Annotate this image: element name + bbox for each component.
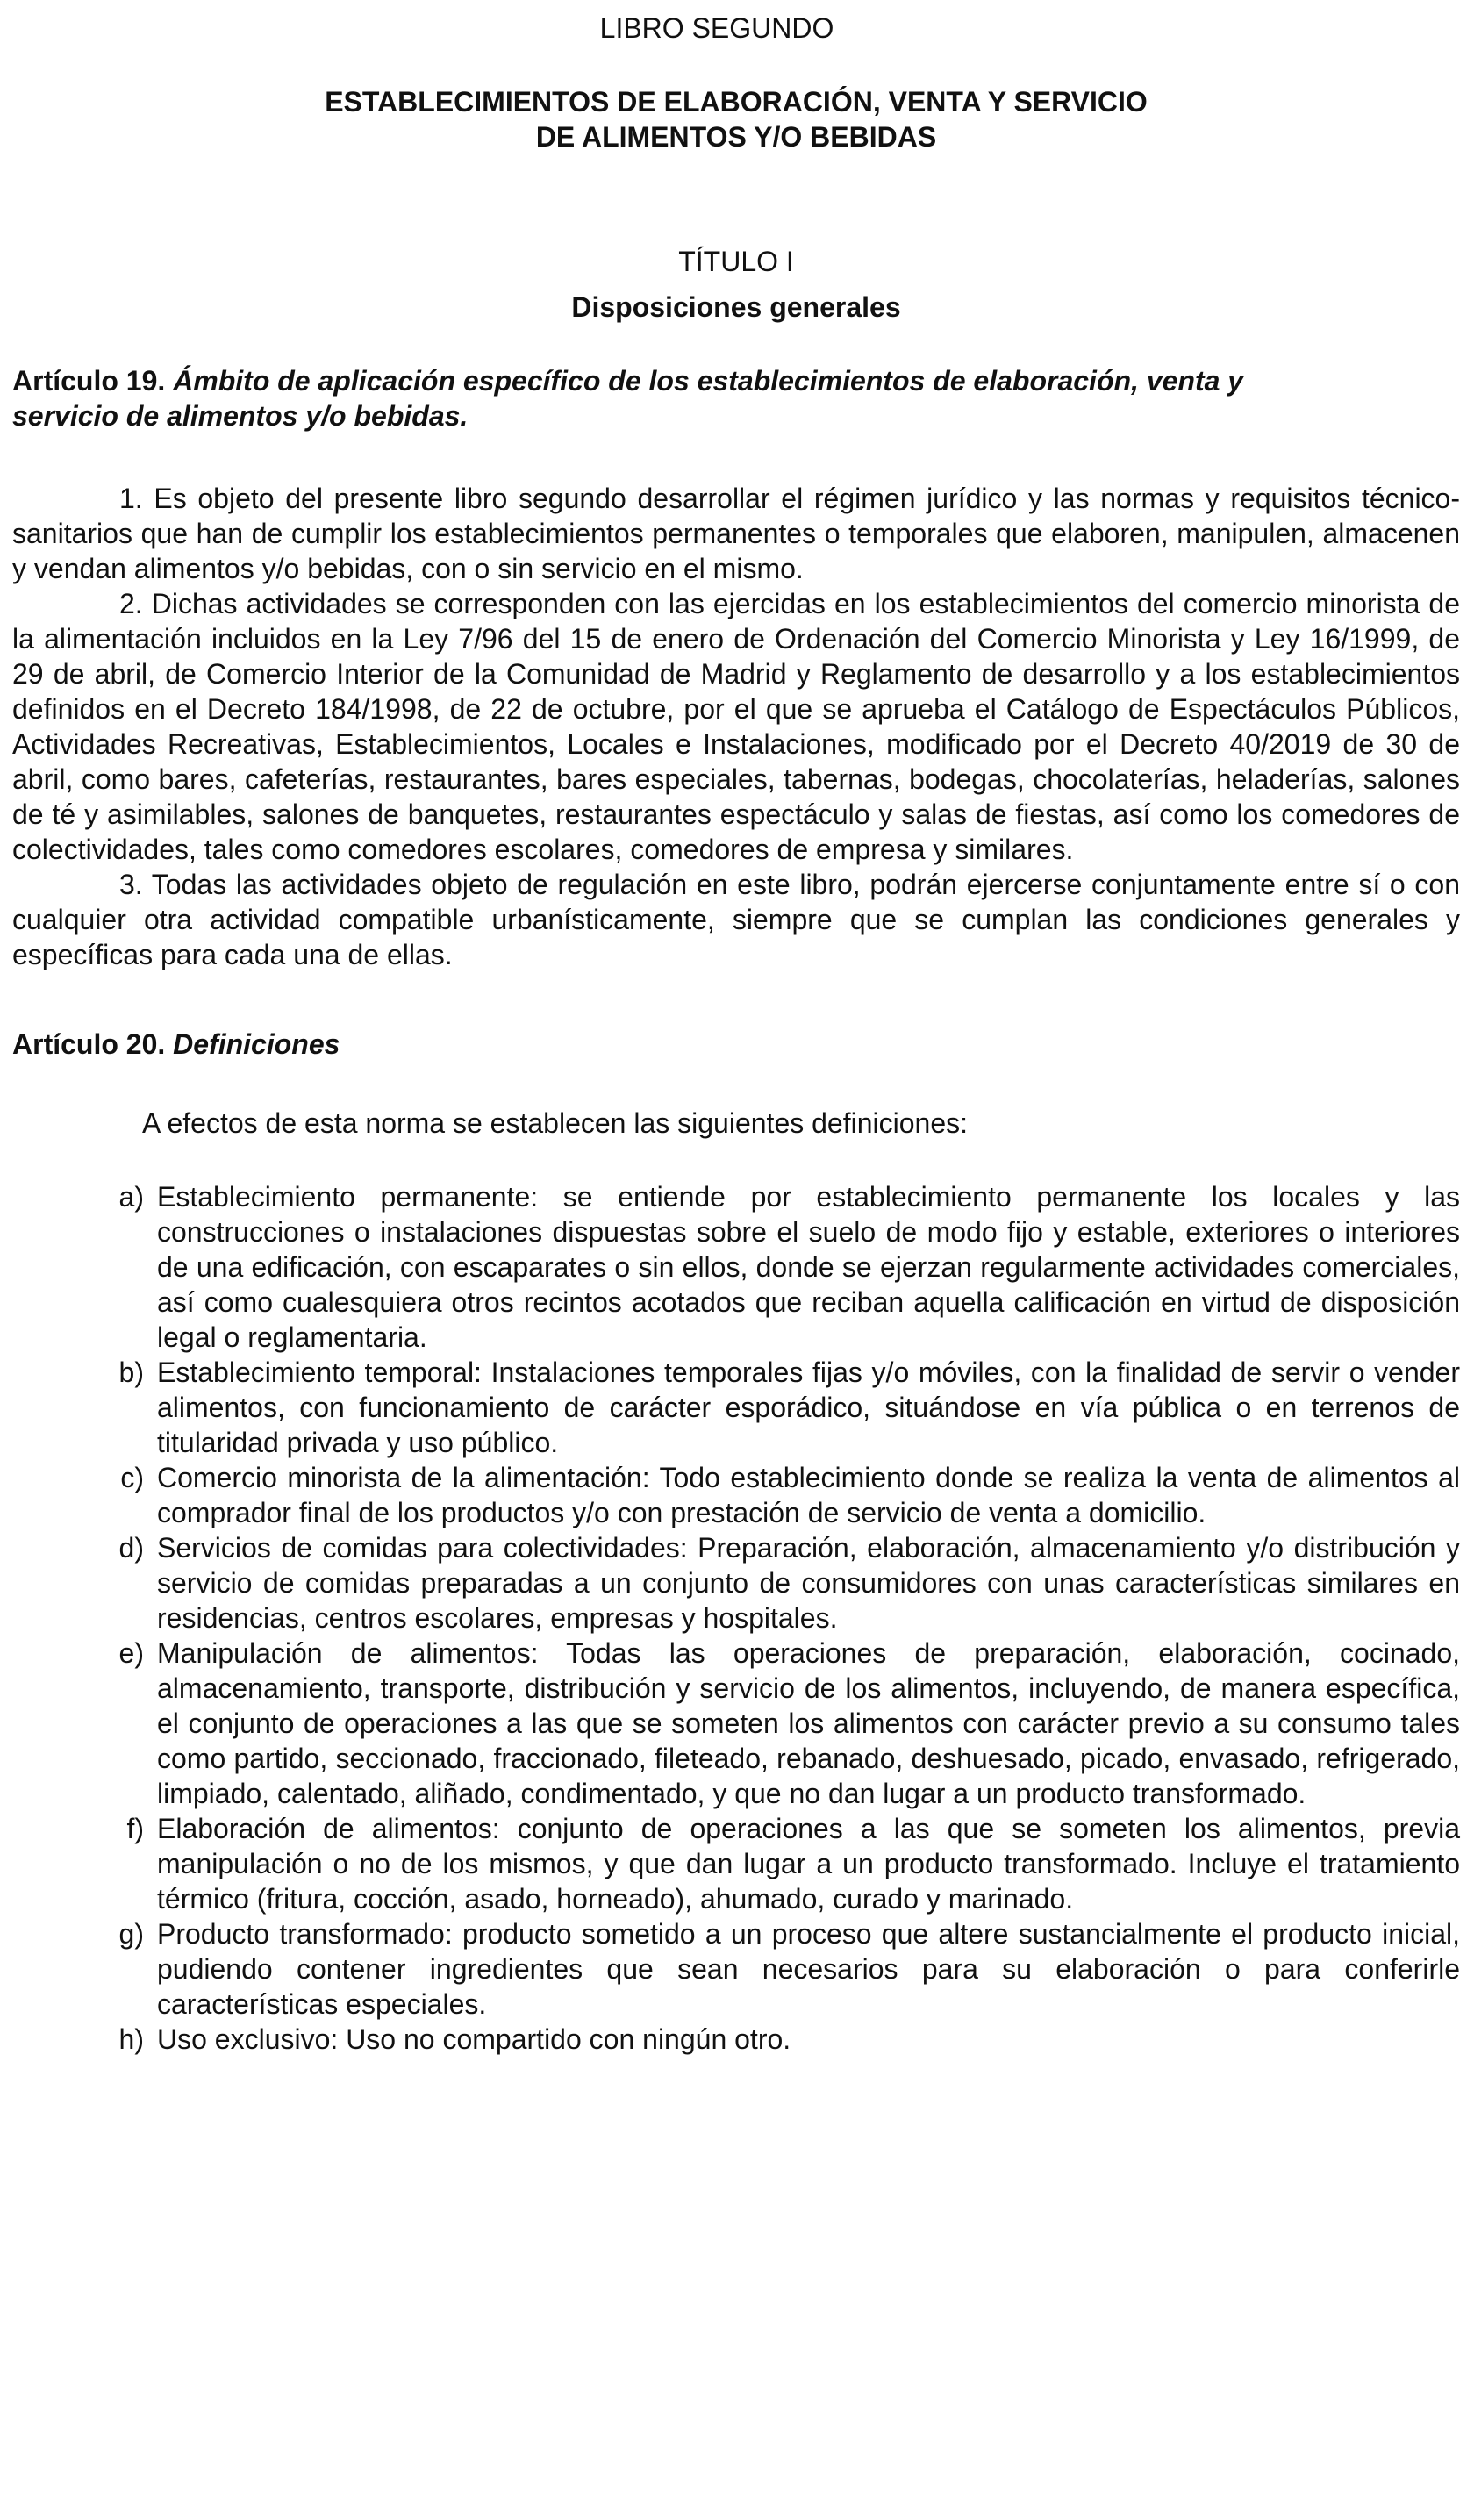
article-20-title: Definiciones — [173, 1028, 340, 1060]
definition-item — [12, 1636, 1460, 1811]
book-heading: LIBRO SEGUNDO — [599, 12, 834, 44]
definition-item — [12, 2022, 1460, 2057]
main-title-line-2: DE ALIMENTOS Y/O BEBIDAS — [535, 121, 937, 153]
main-title — [12, 84, 1460, 154]
definition-text: Manipulación de alimentos: Todas las operaciones de preparación, elaboración, cocinado, almacenamiento, transporte, distribución y servicio de los alimentos, incluyendo, de manera específica, el conjunto de operaciones a las que se someten los alimentos con carácter previo a su consumo tales como partido, seccionado, fraccionado, fileteado, rebanado, deshuesado, picado, envasado, refrigerado, limpiado, calentado, aliñado, condimentado, y que no dan lugar a un producto transformado. — [157, 1637, 1460, 1809]
article-19-title: Ámbito de aplicación específico de los establecimientos de elaboración, venta y servicio de alimentos y/o bebidas. — [12, 365, 1244, 432]
definition-letter: a) — [118, 1181, 144, 1213]
article-19-heading — [12, 363, 1346, 433]
article-19-paragraph-2: 2. Dichas actividades se corresponden con las ejercidas en los establecimientos del comercio minorista de la alimentación incluidos en la Ley 7/96 del 15 de enero de Ordenación del Comercio Minorista y Ley 16/1999, de 29 de abril, de Comercio Interior de la Comunidad de Madrid y Reglamento de desarrollo y a los establecimientos definidos en el Decreto 184/1998, de 22 de octubre, por el que se aprueba el Catálogo de Espectáculos Públicos, Actividades Recreativas, Establecimientos, Locales e Instalaciones, modificado por el Decreto 40/2019 de 30 de abril, como bares, cafeterías, restaurantes, bares especiales, tabernas, bodegas, chocolaterías, heladerías, salones de té y asimilables, salones de banquetes, restaurantes espectáculo y salas de fiestas, así como los comedores de colectividades, tales como comedores escolares, comedores de empresa y similares. — [12, 588, 1460, 865]
definition-text: Establecimiento permanente: se entiende por establecimiento permanente los locales y las construcciones o instalaciones dispuestas sobre el suelo de modo fijo y estable, exteriores o interiores de una edificación, con escaparates o sin ellos, donde se ejerzan regularmente actividades comerciales, así como cualesquiera otros recintos acotados que reciban aquella calificación en virtud de disposición legal o reglamentaria. — [157, 1181, 1460, 1353]
main-title-line-1: ESTABLECIMIENTOS DE ELABORACIÓN, VENTA Y SERVICIO — [325, 86, 1148, 118]
title-subheading: Disposiciones generales — [571, 291, 901, 323]
definition-item — [12, 1916, 1460, 2022]
article-19-paragraph-1: 1. Es objeto del presente libro segundo desarrollar el régimen jurídico y las normas y requisitos técnico-sanitarios que han de cumplir los establecimientos permanentes o temporales que elaboren, manipulen, almacenen y vendan alimentos y/o bebidas, con o sin servicio en el mismo. — [12, 483, 1460, 584]
definition-text: Comercio minorista de la alimentación: Todo establecimiento donde se realiza la venta de alimentos al comprador final de los productos y/o con prestación de servicio de venta a domicilio. — [157, 1462, 1460, 1528]
title-heading: TÍTULO I — [678, 246, 794, 277]
definition-letter: g) — [118, 1918, 144, 1950]
article-19-body — [12, 481, 1460, 972]
definition-text: Elaboración de alimentos: conjunto de operaciones a las que se someten los alimentos, previa manipulación o no de los mismos, y que dan lugar a un producto transformado. Incluye el tratamiento térmico (fritura, cocción, asado, horneado), ahumado, curado y marinado. — [157, 1813, 1460, 1915]
definition-letter: f) — [126, 1813, 144, 1844]
definition-text: Uso exclusivo: Uso no compartido con ningún otro. — [157, 2023, 791, 2055]
definition-letter: e) — [118, 1637, 144, 1669]
definition-text: Establecimiento temporal: Instalaciones temporales fijas y/o móviles, con la finalidad de servir o vender alimentos, con funcionamiento de carácter esporádico, situándose en vía pública o en terrenos de titularidad privada y uso público. — [157, 1357, 1460, 1458]
article-19-paragraph-3: 3. Todas las actividades objeto de regulación en este libro, podrán ejercerse conjuntamente entre sí o con cualquier otra actividad compatible urbanísticamente, siempre que se cumplan las condiciones generales y específicas para cada una de ellas. — [12, 869, 1460, 970]
definition-item — [12, 1355, 1460, 1460]
definition-text: Producto transformado: producto sometido a un proceso que altere sustancialmente el producto inicial, pudiendo contener ingredientes que sean necesarios para su elaboración o para conferirle características especiales. — [157, 1918, 1460, 2020]
definition-item — [12, 1811, 1460, 1916]
article-20-label: Artículo 20. — [12, 1028, 166, 1060]
definition-text: Servicios de comidas para colectividades: Preparación, elaboración, almacenamiento y/o distribución y servicio de comidas preparadas a un conjunto de consumidores con unas características similares en residencias, centros escolares, empresas y hospitales. — [157, 1532, 1460, 1634]
definition-letter: h) — [118, 2023, 144, 2055]
document-page — [12, 11, 1460, 2057]
definition-item — [12, 1460, 1460, 1530]
definition-letter: c) — [120, 1462, 144, 1493]
definition-letter: b) — [118, 1357, 144, 1388]
definition-letter: d) — [118, 1532, 144, 1564]
definition-item — [12, 1179, 1460, 1355]
definition-item — [12, 1530, 1460, 1636]
article-20-intro: A efectos de esta norma se establecen las siguientes definiciones: — [142, 1107, 969, 1139]
definitions-list — [12, 1179, 1460, 2057]
article-19-label: Artículo 19. — [12, 365, 166, 397]
article-20-heading — [12, 1027, 1346, 1062]
